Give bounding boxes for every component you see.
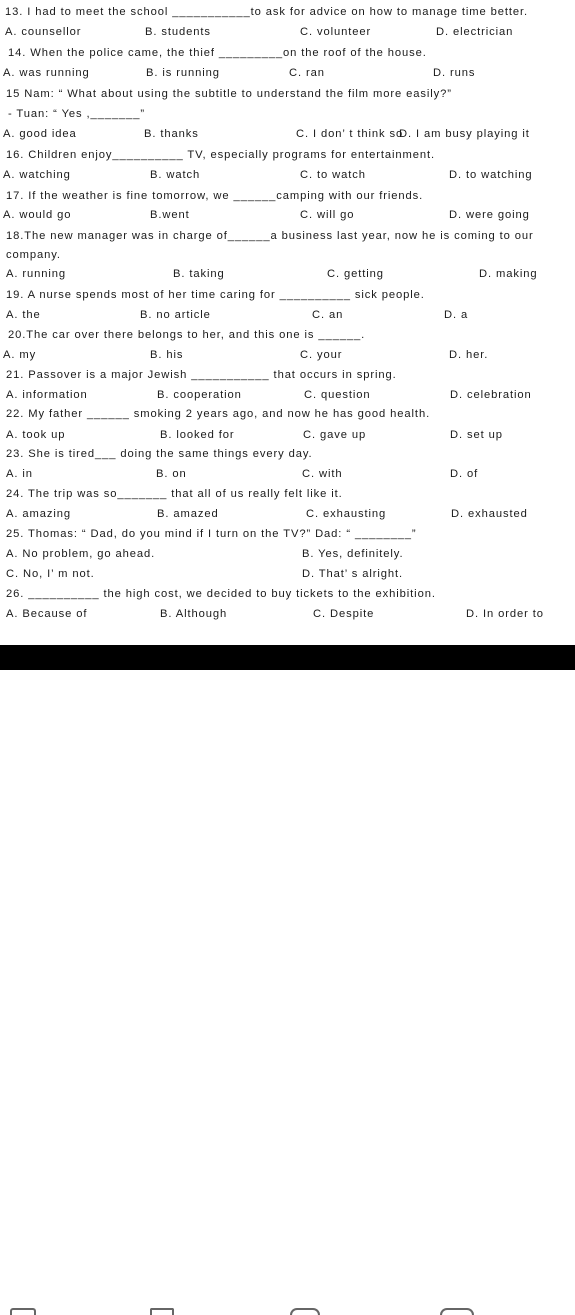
- q25-option-d: D. That’ s alright.: [302, 568, 404, 580]
- recent-nav-icon[interactable]: [290, 1308, 320, 1315]
- q24-option-b: B. amazed: [157, 508, 219, 520]
- q19-option-a: A. the: [6, 309, 41, 321]
- question-15-stem: 15 Nam: “ What about using the subtitle to understand the film more easily?”: [6, 88, 452, 100]
- q26-option-c: C. Despite: [313, 608, 375, 620]
- q25-option-a: A. No problem, go ahead.: [6, 548, 156, 560]
- q17-option-d: D. were going: [449, 209, 530, 221]
- q15-option-a: A. good idea: [3, 128, 77, 140]
- q13-option-d: D. electrician: [436, 26, 514, 38]
- q26-option-d: D. In order to: [466, 608, 544, 620]
- q23-option-c: C. with: [302, 468, 343, 480]
- q24-option-d: D. exhausted: [451, 508, 528, 520]
- q20-option-b: B. his: [150, 349, 184, 361]
- q17-option-c: C. will go: [300, 209, 355, 221]
- back-nav-icon[interactable]: [440, 1308, 474, 1315]
- q19-option-c: C. an: [312, 309, 344, 321]
- worksheet: [0, 0, 575, 645]
- q16-option-c: C. to watch: [300, 169, 366, 181]
- question-25-stem: 25. Thomas: “ Dad, do you mind if I turn on the TV?” Dad: “ ________”: [6, 528, 417, 540]
- question-13-stem: 13. I had to meet the school ___________to ask for advice on how to manage time better.: [5, 6, 528, 18]
- q16-option-d: D. to watching: [449, 169, 533, 181]
- q24-option-a: A. amazing: [6, 508, 71, 520]
- q15-option-d: D. I am busy playing it: [399, 128, 530, 140]
- q20-option-d: D. her.: [449, 349, 489, 361]
- question-18-continuation: company.: [6, 249, 61, 261]
- q13-option-c: C. volunteer: [300, 26, 372, 38]
- q14-option-a: A. was running: [3, 67, 90, 79]
- question-14-stem: 14. When the police came, the thief _________on the roof of the house.: [8, 47, 427, 59]
- q14-option-b: B. is running: [146, 67, 220, 79]
- q22-option-a: A. took up: [6, 429, 66, 441]
- q20-option-c: C. your: [300, 349, 343, 361]
- q22-option-c: C. gave up: [303, 429, 367, 441]
- q21-option-a: A. information: [6, 389, 88, 401]
- q17-option-b: B.went: [150, 209, 190, 221]
- q19-option-b: B. no article: [140, 309, 211, 321]
- bottom-navigation-bar: [0, 645, 575, 670]
- q13-option-b: B. students: [145, 26, 211, 38]
- question-19-stem: 19. A nurse spends most of her time caring for __________ sick people.: [6, 289, 425, 301]
- question-22-stem: 22. My father ______ smoking 2 years ago, and now he has good health.: [6, 408, 431, 420]
- q14-option-d: D. runs: [433, 67, 476, 79]
- q18-option-d: D. making: [479, 268, 538, 280]
- q24-option-c: C. exhausting: [306, 508, 387, 520]
- question-16-stem: 16. Children enjoy__________ TV, especially programs for entertainment.: [6, 149, 435, 161]
- question-18-stem: 18.The new manager was in charge of______a business last year, now he is coming to our: [6, 230, 534, 242]
- question-24-stem: 24. The trip was so_______ that all of us really felt like it.: [6, 488, 343, 500]
- q23-option-d: D. of: [450, 468, 479, 480]
- home-nav-icon[interactable]: [150, 1308, 174, 1315]
- question-15-response: - Tuan: “ Yes ,_______”: [8, 108, 146, 120]
- q16-option-a: A. watching: [3, 169, 71, 181]
- q15-option-c: C. I don’ t think so: [296, 128, 404, 140]
- q21-option-c: C. question: [304, 389, 371, 401]
- q25-option-b: B. Yes, definitely.: [302, 548, 404, 560]
- menu-nav-icon[interactable]: [10, 1308, 36, 1315]
- question-20-stem: 20.The car over there belongs to her, and this one is ______.: [8, 329, 366, 341]
- question-23-stem: 23. She is tired___ doing the same things every day.: [6, 448, 313, 460]
- q17-option-a: A. would go: [3, 209, 72, 221]
- q22-option-d: D. set up: [450, 429, 503, 441]
- q21-option-b: B. cooperation: [157, 389, 242, 401]
- q18-option-a: A. running: [6, 268, 66, 280]
- q19-option-d: D. a: [444, 309, 469, 321]
- q18-option-c: C. getting: [327, 268, 384, 280]
- question-17-stem: 17. If the weather is fine tomorrow, we ______camping with our friends.: [6, 190, 424, 202]
- q25-option-c: C. No, I’ m not.: [6, 568, 95, 580]
- q15-option-b: B. thanks: [144, 128, 199, 140]
- q14-option-c: C. ran: [289, 67, 325, 79]
- q26-option-a: A. Because of: [6, 608, 88, 620]
- q21-option-d: D. celebration: [450, 389, 532, 401]
- question-26-stem: 26. __________ the high cost, we decided to buy tickets to the exhibition.: [6, 588, 436, 600]
- q13-option-a: A. counsellor: [5, 26, 82, 38]
- q26-option-b: B. Although: [160, 608, 228, 620]
- q20-option-a: A. my: [3, 349, 37, 361]
- q23-option-a: A. in: [6, 468, 33, 480]
- q18-option-b: B. taking: [173, 268, 225, 280]
- q16-option-b: B. watch: [150, 169, 201, 181]
- q22-option-b: B. looked for: [160, 429, 235, 441]
- q23-option-b: B. on: [156, 468, 187, 480]
- question-21-stem: 21. Passover is a major Jewish ___________ that occurs in spring.: [6, 369, 397, 381]
